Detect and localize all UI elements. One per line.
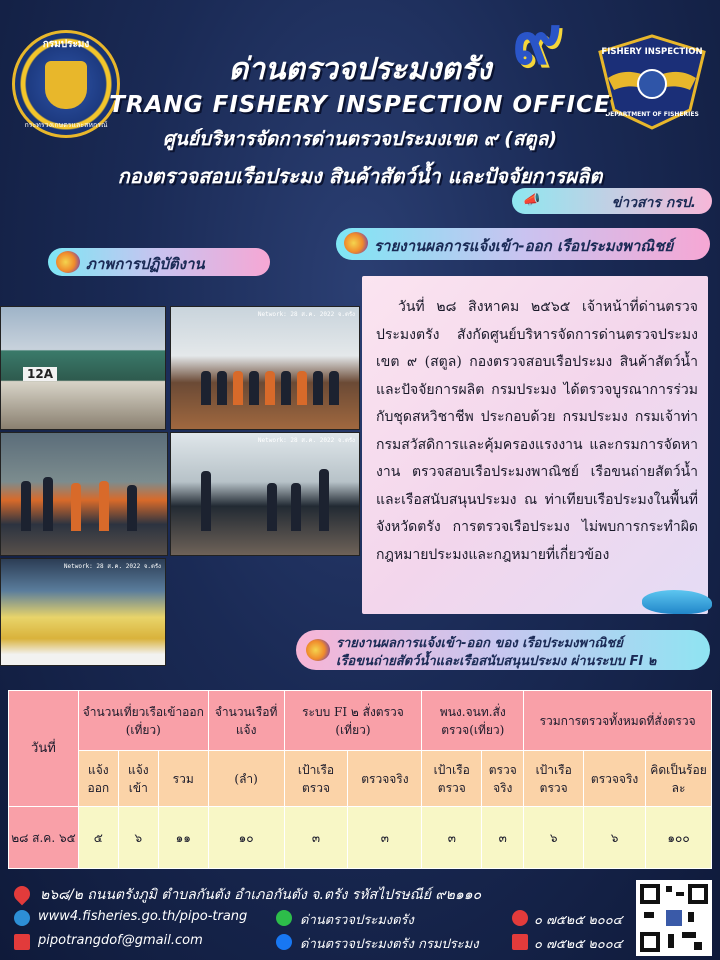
division-title: กองตรวจสอบเรือประมง สินค้าสัตว์น้ำ และปัจจัยการผลิต <box>117 164 603 188</box>
footer-address: ๒๖๘/๒ ถนนตรังภูมิ ตำบลกันตัง อำเภอกันตัง จ.ตรัง รหัสไปรษณีย์ ๙๒๑๑๐ <box>40 887 482 903</box>
footer-line[interactable]: ด่านตรวจประมงตรัง <box>300 913 414 928</box>
photo-inspection-team-group <box>170 306 360 430</box>
subheader-fi2-target: เป้าเรือตรวจ <box>284 751 348 807</box>
article-box <box>362 276 708 614</box>
article-text: วันที่ ๒๘ สิงหาคม ๒๕๖๕ เจ้าหน้าที่ด่านตรวจประมงตรัง สังกัดศูนย์บริหารจัดการด่านตรวจประมง เขต ๙ (สตูล) กองตรวจสอบเรือประมง สินค้าสัตว์น้ำ และปัจจัยการผลิต กรมประมง ได้ตรวจบูรณาการร่วมกับชุดสหวิชาชีพ ประกอบด้วย กรมประมง กรมเจ้าท่า กรมสวัสดิการและคุ้มครองแรงงาน และกรมการจัดหางาน ตรวจสอบเรือประมงพาณิชย์ เรือขนถ่ายสัตว์น้ำและเรือสนับสนุนประมง ณ ท่าเทียบเรือประมงในพื้นที่จังหวัดตรัง การตรวจเรือประมง ไม่พบการกระทำผิดกฎหมายประมงและกฎหมายที่เกี่ยวข้อง <box>376 299 698 563</box>
footer-email[interactable]: pipotrangdof@gmail.com <box>38 933 203 948</box>
fisheries-department-logo <box>12 30 120 138</box>
cell-total-actual: ๖ <box>584 807 646 869</box>
cell-officer-actual: ๓ <box>482 807 524 869</box>
subheader-officer-actual: ตรวจจริง <box>482 751 524 807</box>
cell-date: ๒๘ ส.ค. ๖๕ <box>9 807 79 869</box>
cell-fi2-actual: ๓ <box>348 807 422 869</box>
news-label-text: ข่าวสาร กรป. <box>611 195 696 211</box>
table-section-pill <box>296 630 710 670</box>
footer <box>0 876 720 960</box>
fish-icon <box>306 639 330 661</box>
table-section-label-line1: รายงานผลการแจ้งเข้า-ออก ของ เรือประมงพาณิชย์ <box>336 636 623 651</box>
photo-fishing-boat <box>0 306 166 430</box>
logo-left-bottom-text: กระทรวงเกษตรและสหกรณ์ <box>24 121 108 129</box>
globe-icon <box>14 910 30 926</box>
logo-right-bottom-text: DEPARTMENT OF FISHERIES <box>605 111 699 118</box>
center-title: ศูนย์บริหารจัดการด่านตรวจประมงเขต ๙ (สตูล) <box>162 128 558 150</box>
office-title-english: TRANG FISHERY INSPECTION OFFICE <box>109 92 611 118</box>
subheader-out: แจ้งออก <box>78 751 118 807</box>
header-date: วันที่ <box>9 691 79 807</box>
logo-left-top-text: กรมประมง <box>42 39 90 50</box>
email-icon <box>14 934 30 950</box>
cell-boats: ๑๐ <box>208 807 284 869</box>
cell-in: ๖ <box>118 807 158 869</box>
line-icon <box>276 910 292 926</box>
photo-catch-baskets <box>0 558 166 666</box>
footer-facebook[interactable]: ด่านตรวจประมงตรัง กรมประมง <box>300 937 479 952</box>
logo-emblem-icon <box>45 61 87 109</box>
activity-section-label: ภาพการปฏิบัติงาน <box>86 255 205 273</box>
inspection-report-table <box>8 690 712 869</box>
cell-total-target: ๖ <box>524 807 584 869</box>
photo-timestamp: Network: 28 ส.ค. 2022 จ.ตรัง <box>257 437 355 444</box>
cell-fi2-target: ๓ <box>284 807 348 869</box>
photo-timestamp: Network: 28 ส.ค. 2022 จ.ตรัง <box>63 563 161 570</box>
header-officer: พนง.จนท.สั่งตรวจ(เที่ยว) <box>422 691 524 751</box>
subheader-in: แจ้งเข้า <box>118 751 158 807</box>
table-section-label-line2: เรือขนถ่ายสัตว์น้ำและเรือสนับสนุนประมง ผ่านระบบ FI ๒ <box>336 654 657 669</box>
fish-icon <box>344 232 368 254</box>
footer-fax: ๐ ๗๕๒๕ ๒๐๐๔ <box>534 937 623 952</box>
footer-phone: ๐ ๗๕๒๕ ๒๐๐๔ <box>534 913 623 928</box>
whale-icon <box>642 590 712 614</box>
cell-officer-target: ๓ <box>422 807 482 869</box>
cell-sum: ๑๑ <box>158 807 208 869</box>
subheader-officer-target: เป้าเรือตรวจ <box>422 751 482 807</box>
subheader-fi2-actual: ตรวจจริง <box>348 751 422 807</box>
subheader-sum: รวม <box>158 751 208 807</box>
location-pin-icon <box>11 883 34 906</box>
table-subheader-row <box>9 751 712 807</box>
cell-out: ๕ <box>78 807 118 869</box>
subheader-unit: (ลำ) <box>208 751 284 807</box>
footer-website[interactable]: www4.fisheries.go.th/pipo-trang <box>38 909 248 924</box>
news-label-pill <box>512 188 712 214</box>
logo-right-top-text: FISHERY INSPECTION <box>601 47 703 57</box>
subheader-total-actual: ตรวจจริง <box>584 751 646 807</box>
photo-timestamp: Network: 28 ส.ค. 2022 จ.ตรัง <box>257 311 355 318</box>
table-header-row <box>9 691 712 751</box>
header-boats: จำนวนเรือที่แจ้ง <box>208 691 284 751</box>
photo-pier-inspection <box>170 432 360 556</box>
activity-section-pill <box>48 248 270 276</box>
zone-nine-badge: ๙ <box>512 0 562 80</box>
report-section-label: รายงานผลการแจ้งเข้า-ออก เรือประมงพาณิชย์ <box>374 237 674 255</box>
facebook-icon <box>276 934 292 950</box>
header-trips: จำนวนเที่ยวเรือเข้าออก (เที่ยว) <box>78 691 208 751</box>
report-section-pill <box>336 228 710 260</box>
subheader-percent: คิดเป็นร้อยละ <box>646 751 712 807</box>
table-row <box>9 807 712 869</box>
boat-number-label: 12A <box>23 367 57 381</box>
fax-icon <box>512 934 528 950</box>
fish-icon <box>56 251 80 273</box>
photo-crew-inspection <box>0 432 168 556</box>
header-total: รวมการตรวจทั้งหมดที่สั่งตรวจ <box>524 691 712 751</box>
office-title-thai: ด่านตรวจประมงตรัง <box>228 52 492 87</box>
qr-code[interactable] <box>636 880 712 956</box>
subheader-total-target: เป้าเรือตรวจ <box>524 751 584 807</box>
phone-icon <box>512 910 528 926</box>
cell-percent: ๑๐๐ <box>646 807 712 869</box>
header-fi2: ระบบ FI ๒ สั่งตรวจ (เที่ยว) <box>284 691 422 751</box>
megaphone-icon: 📣 <box>522 192 540 208</box>
